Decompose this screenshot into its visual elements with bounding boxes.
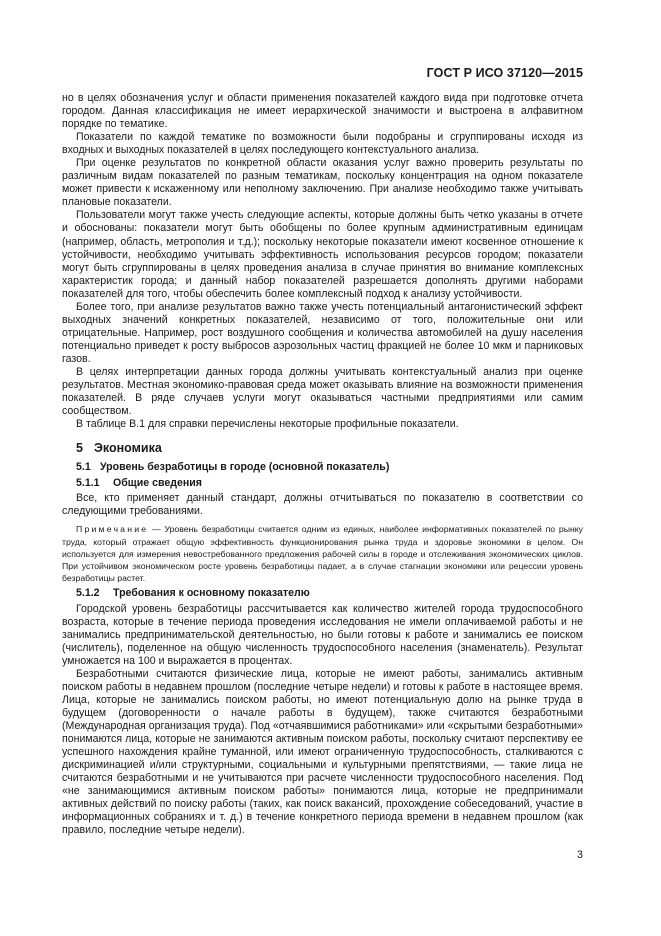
clause-heading — [76, 587, 583, 600]
paragraph: В таблице В.1 для справки перечислены некоторые профильные показатели. — [76, 418, 459, 431]
paragraph: Показатели по каждой тематике по возможности были подобраны и сгруппированы исходя из входных и выходных показателей в целях последующего контекстуального анализа. — [62, 131, 583, 157]
clause-title: Общие сведения — [113, 477, 202, 490]
subsection-heading — [76, 461, 583, 474]
note — [62, 523, 583, 584]
note-text: — Уровень безработицы считается одним из единых, наиболее информативных показателей по рынку труда, который отражает общую эффективность функционирования рынка труда и здоровье экономики в целом. Он используется для измерения невостребованного предложения рабочей силы в городе и отслеживания экономических циклов. При устойчивом экономическом росте уровень безработицы падает, а в случае стагнации экономики или рецессии уровень безработицы растет. — [62, 524, 583, 584]
document-header-id: ГОСТ Р ИСО 37120—2015 — [426, 66, 583, 80]
paragraph: Все, кто применяет данный стандарт, должны отчитываться по показателю в соответствии со следующими требованиями. — [62, 492, 583, 518]
clause-number: 5.1.1 — [76, 477, 100, 490]
clause-heading — [76, 477, 583, 490]
clause-number: 5.1.2 — [76, 587, 100, 600]
paragraph: Городской уровень безработицы рассчитывается как количество жителей города трудоспособного возраста, которые в течение периода проведения исследования не имели оплачиваемой работы и не занимались предпринимательской деятельностью, но были готовы к работе и занимались ее поиском (числитель), поделенное на общую численность трудоспособного населения (знаменатель). Результат умножается на 100 и выражается в процентах. — [62, 602, 583, 667]
paragraph: Пользователи могут также учесть следующие аспекты, которые должны быть четко указаны в отчете и обоснованы: показатели могут быть обобщены по более крупным административным единицам (например, область, метрополия и т.д.); поскольку некоторые показатели имеют косвенное отношение к устойчивости, необходимо учитывать эффективность использования ресурсов городом; показатели могут быть сгруппированы в целях проведения анализа в случае принятия во внимание комплексных характеристик города; и данный набор показателей разрешается дополнять другими наборами показателей для того, чтобы обеспечить более комплексный подход к анализу устойчивости. — [62, 209, 583, 300]
section-number: 5 — [76, 441, 83, 456]
section-title: Экономика — [94, 441, 162, 456]
document-body — [62, 92, 583, 837]
paragraph: Более того, при анализе результатов важно также учесть потенциальный антагонистический эффект выходных значений конкретных показателей, независимо от того, положительные они или отрицательные. Например, рост воздушного сообщения и количества автомобилей на душу населения потенциально приведет к росту выбросов аэрозольных частиц фракцией не более 10 мкм и парниковых газов. — [62, 300, 583, 365]
paragraph: При оценке результатов по конкретной области оказания услуг важно проверить результаты по различным видам показателей по разным тематикам, поскольку концентрация на одном показателе может привести к искаженному или неполному заключению. При анализе необходимо также учитывать плановые показатели. — [62, 157, 583, 209]
section-heading — [76, 442, 583, 455]
note-label: Примечание — [76, 524, 149, 535]
paragraph: В целях интерпретации данных города должны учитывать контекстуальный анализ при оценке результатов. Местная экономико-правовая среда может оказывать влияние на возможности применения показателей. В ряде случаев услуги могут оказываться частными предприятиями или самим сообществом. — [62, 365, 583, 418]
subsection-title: Уровень безработицы в городе (основной показатель) — [100, 461, 390, 474]
paragraph: но в целях обозначения услуг и области применения показателей каждого вида при подготовке отчета городом. Данная классификация не имеет иерархической значимости и выстроена в алфавитном порядке по тематике. — [62, 92, 583, 131]
subsection-number: 5.1 — [76, 461, 91, 474]
clause-title: Требования к основному показателю — [113, 587, 310, 600]
page-number: 3 — [577, 849, 583, 861]
paragraph: Безработными считаются физические лица, которые не имеют работы, занимались активным поиском работы в недавнем прошлом (последние четыре недели) и готовы к работе в настоящее время. Лица, которые не занимались поиском работы, но имеют потенциальную долю на рынке труда в будущем (договоренности о начале работы в будущем), также считаются безработными (Международная организация труда). Под «отчаявшимися работниками» или «скрытыми безработными» понимаются лица, которые не занимаются активным поиском работы, поскольку считают перспективу ее успешного нахождения крайне туманной, или имеют ограниченную трудоспособность, сталкиваются с дискриминацией и/или структурными, социальными и культурными препятствиями, — такие лица не считаются безработными и не учитываются при расчете численности трудоспособного населения. Под «не занимающимися активным поиском работы» понимаются лица, которые не предпринимали активных действий по поиску работы (таких, как поиск вакансий, прохождение собеседований, участие в информационных собраниях и т. д.) в течение конкретного периода времени в недавнем прошлом (как правило, последние четыре недели). — [62, 667, 583, 837]
